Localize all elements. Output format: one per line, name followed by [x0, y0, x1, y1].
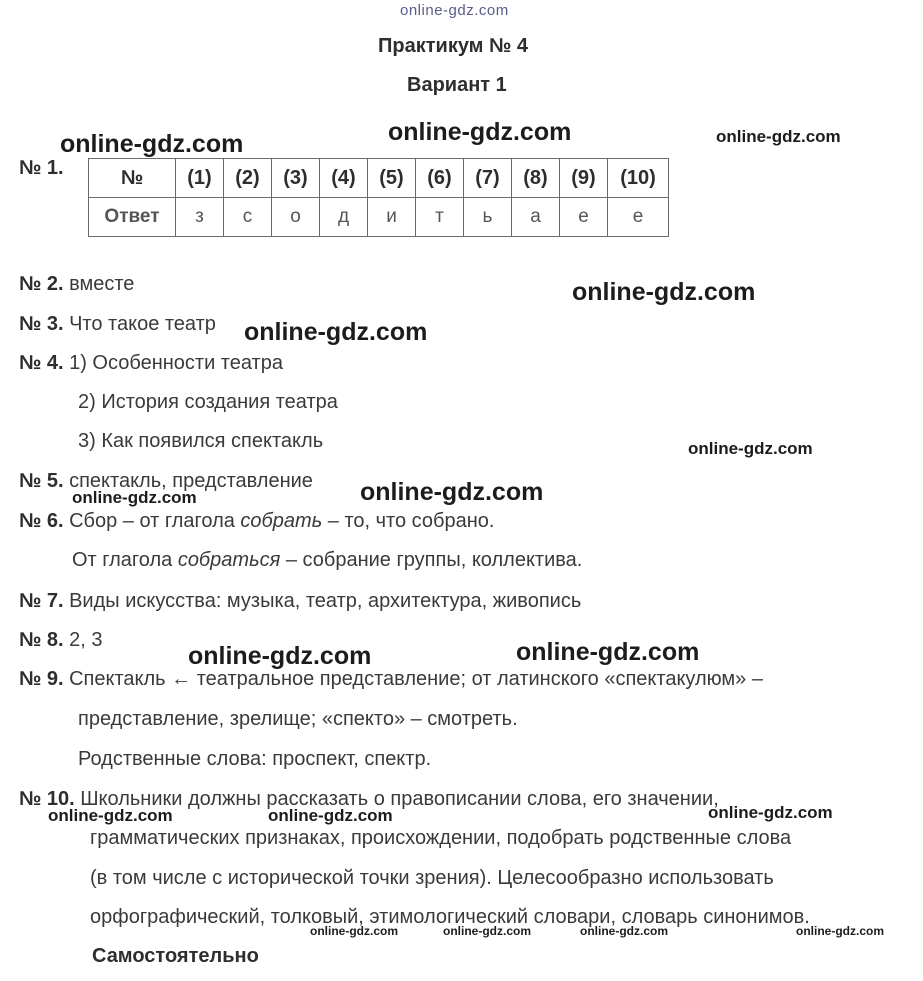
- task-10-closing: Самостоятельно: [92, 945, 259, 967]
- task-9-line-2: представление, зрелище; «спекто» – смотреть.: [78, 708, 518, 730]
- task-7: [19, 589, 581, 613]
- task-6-label: № 6.: [19, 510, 64, 532]
- task-6-text-a: Сбор – от глагола: [69, 510, 241, 532]
- watermark: online-gdz.com: [688, 439, 813, 458]
- watermark: online-gdz.com: [388, 118, 572, 146]
- watermark: online-gdz.com: [708, 803, 833, 822]
- task-5-text: спектакль, представление: [69, 470, 313, 492]
- answer-cell: д: [320, 198, 368, 237]
- answer-table-answer-row: [89, 198, 669, 237]
- answer-cell: т: [416, 198, 464, 237]
- answer-cell: о: [272, 198, 320, 237]
- task-8: [19, 628, 102, 652]
- answer-cell: е: [608, 198, 669, 237]
- watermark: online-gdz.com: [360, 478, 544, 506]
- task-10-line-4: орфографический, толковый, этимологический словари, словарь синонимов.: [90, 906, 810, 928]
- watermark: online-gdz.com: [796, 924, 884, 938]
- watermark: online-gdz.com: [516, 638, 700, 666]
- watermark: online-gdz.com: [443, 924, 531, 938]
- task-6-emphasis: собраться: [177, 549, 281, 571]
- task-10-line-2: грамматических признаках, происхождении, подобрать родственные слова: [90, 827, 792, 849]
- watermark: online-gdz.com: [310, 924, 398, 938]
- task-6-line-2: [72, 548, 582, 572]
- task-6-emphasis: собрать: [240, 510, 323, 532]
- answer-cell: е: [560, 198, 608, 237]
- task-3: [19, 312, 216, 336]
- answer-table-row-label: Ответ: [89, 198, 176, 237]
- task-4-item: 1) Особенности театра: [69, 352, 283, 374]
- task-10-text: Школьники должны рассказать о правописании слова, его значении,: [80, 788, 719, 810]
- watermark: online-gdz.com: [268, 806, 393, 825]
- answer-table-head-label: №: [89, 159, 176, 198]
- watermark: online-gdz.com: [244, 318, 428, 346]
- task-8-label: № 8.: [19, 629, 64, 651]
- task-1-label: № 1.: [19, 157, 64, 179]
- answer-table-col: (7): [464, 159, 512, 198]
- task-4-item: 3) Как появился спектакль: [78, 430, 324, 452]
- answer-cell: и: [368, 198, 416, 237]
- watermark: online-gdz.com: [48, 806, 173, 825]
- answer-table-col: (10): [608, 159, 669, 198]
- task-8-text: 2, 3: [69, 629, 103, 651]
- task-2-text: вместе: [69, 273, 135, 295]
- task-9: [19, 667, 763, 691]
- answer-table-col: (2): [224, 159, 272, 198]
- task-9-text: Спектакль ← театральное представление; от латинского «спектакулюм» –: [69, 668, 763, 690]
- watermark: online-gdz.com: [716, 127, 841, 146]
- task-3-text: Что такое театр: [69, 313, 216, 335]
- watermark: online-gdz.com: [72, 488, 197, 507]
- task-3-label: № 3.: [19, 313, 64, 335]
- watermark: online-gdz.com: [572, 278, 756, 306]
- task-2-label: № 2.: [19, 273, 64, 295]
- answer-table-col: (8): [512, 159, 560, 198]
- watermark-top: online-gdz.com: [400, 2, 509, 19]
- task-9-label: № 9.: [19, 668, 64, 690]
- answer-cell: а: [512, 198, 560, 237]
- task-7-text: Виды искусства: музыка, театр, архитектура, живопись: [69, 590, 582, 612]
- answer-table: [88, 158, 669, 237]
- task-10-label: № 10.: [19, 788, 75, 810]
- task-5-label: № 5.: [19, 470, 64, 492]
- task-7-label: № 7.: [19, 590, 64, 612]
- answer-table-col: (1): [176, 159, 224, 198]
- answer-table-col: (4): [320, 159, 368, 198]
- task-9-line-3: Родственные слова: проспект, спектр.: [78, 748, 432, 770]
- answer-table-col: (3): [272, 159, 320, 198]
- task-6-text-d: – собрание группы, коллектива.: [280, 549, 583, 571]
- watermark: online-gdz.com: [188, 642, 372, 670]
- task-6-text-b: – то, что собрано.: [322, 510, 495, 532]
- answer-table-col: (9): [560, 159, 608, 198]
- variant-title: Вариант 1: [407, 74, 507, 96]
- task-4-item: 2) История создания театра: [78, 391, 338, 413]
- task-4: [19, 351, 283, 375]
- answer-table-header-row: [89, 159, 669, 198]
- answer-cell: ь: [464, 198, 512, 237]
- task-6: [19, 509, 494, 533]
- answer-cell: с: [224, 198, 272, 237]
- watermark: online-gdz.com: [60, 130, 244, 158]
- answer-table-col: (6): [416, 159, 464, 198]
- page-title: Практикум № 4: [378, 35, 529, 57]
- task-6-text-c: От глагола: [72, 549, 178, 571]
- task-4-label: № 4.: [19, 352, 64, 374]
- task-2: [19, 272, 134, 296]
- answer-table-col: (5): [368, 159, 416, 198]
- answer-cell: з: [176, 198, 224, 237]
- task-10-line-3: (в том числе с исторической точки зрения). Целесообразно использовать: [90, 867, 774, 889]
- watermark: online-gdz.com: [580, 924, 668, 938]
